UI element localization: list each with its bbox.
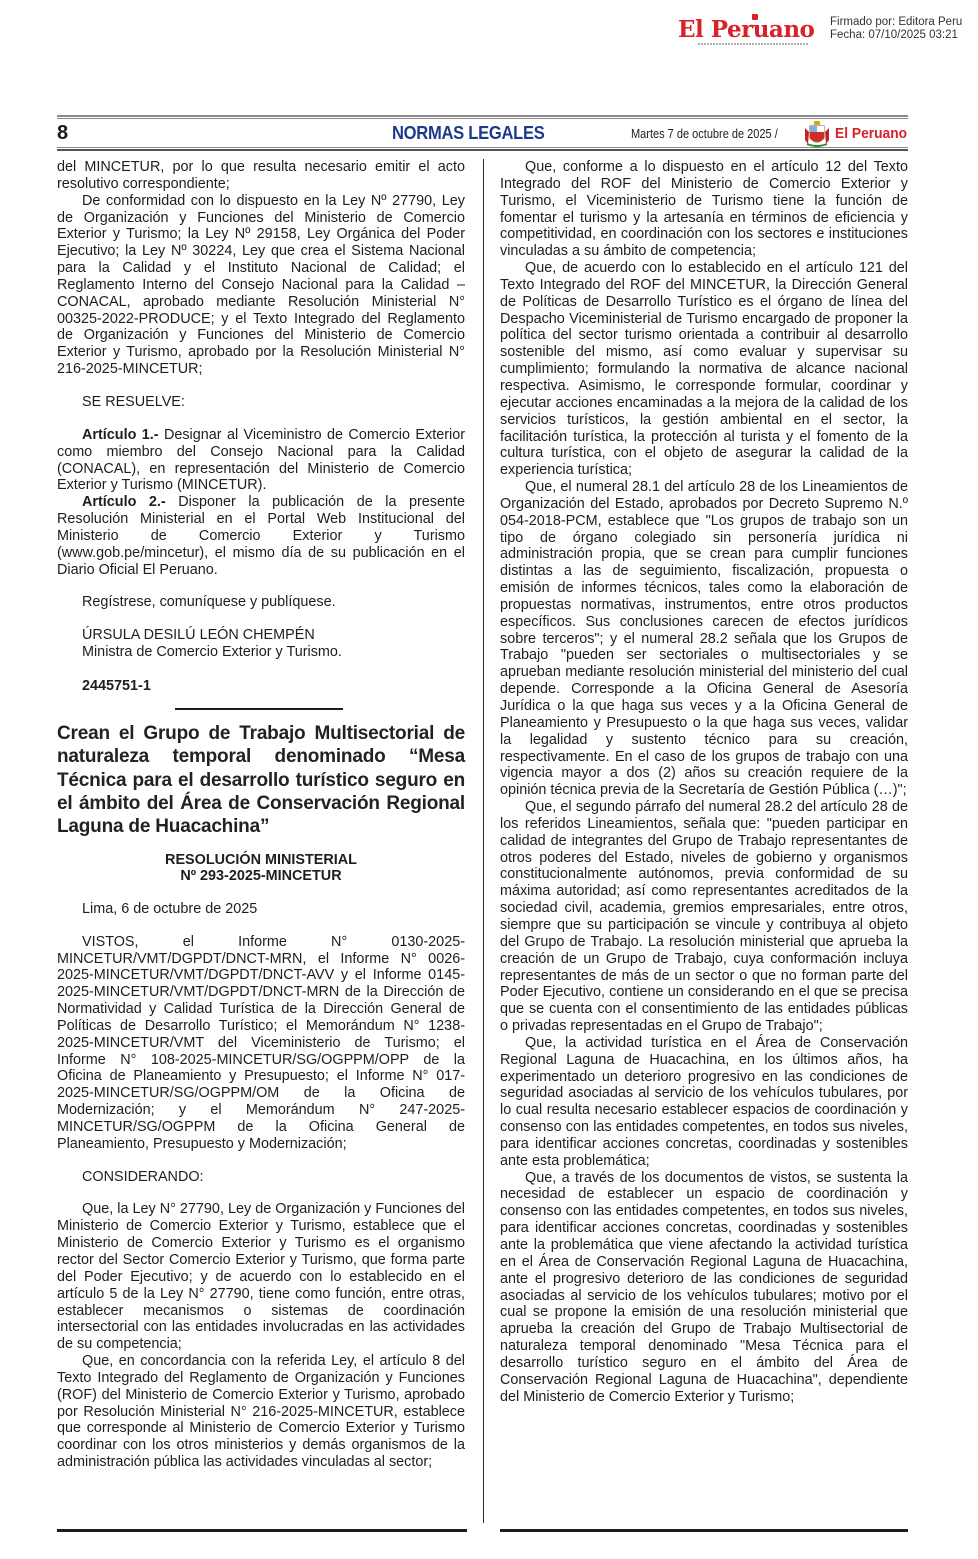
paragraph: Que, el numeral 28.1 del artículo 28 de los Lineamientos de Organización del Estado, aprobados por Decreto Supremo N.º 054-2018-PCM, establece que "Los grupos de trabajo son un tipo de órgano colegiado sin personería jurídica ni administración propia, que se crean para cumplir funciones distintas a las de seguimiento, fiscalización, propuesta o emisión de informes técnicos, tales como la elaboración de propuestas normativas, instrumentos, entre otros productos específicos. Sus conclusiones carecen de efectos jurídicos sobre terceros"; y el numeral 28.2 señala que los Grupos de Trabajo "pueden ser sectoriales o multisectoriales y se aprueban mediante resolución ministerial del ministerio del cual depende. Corresponde a la Oficina General de Asesoría Jurídica o la que haga sus veces y a la Oficina General de Planeamiento y Presupuesto o la que haga sus veces, validar la legalidad y sustento técnico para su creación, respectivamente. En el caso de los grupos de trabajo con una vigencia mayor a dos (2) años su creación requiere de la opinión técnica previa de la Secretaría de Gestión Pública (…)"; xyxy=(500,479,908,799)
article-2 xyxy=(57,494,465,578)
column-divider xyxy=(483,159,484,1523)
paragraph: De conformidad con lo dispuesto en la Ley Nº 27790, Ley de Organización y Funciones del Ministerio de Comercio Exterior y Turismo; la Ley Nº 29158, Ley Orgánica del Poder Ejecutivo; la Ley Nº 30224, Ley que crea el Sistema Nacional para la Calidad y el Instituto Nacional de Calidad; el Reglamento Interno del Consejo Nacional para la Calidad – CONACAL, aprobado mediante Resolución Ministerial N° 00325-2022-PRODUCE; y el Texto Integrado del Reglamento de Organización y Funciones del Ministerio de Comercio Exterior y Turismo, aprobado por la Resolución Ministerial N° 216-2025-MINCETUR; xyxy=(57,192,465,378)
paragraph: del MINCETUR, por lo que resulta necesario emitir el acto resolutivo correspondiente; xyxy=(57,159,465,192)
closing-formula: Regístrese, comuníquese y publíquese. xyxy=(82,594,336,611)
logo-text: El Peruano xyxy=(678,16,815,43)
header-brand: El Peruano xyxy=(835,125,908,142)
resolution-number: Nº 293-2025-MINCETUR xyxy=(180,868,342,885)
paragraph: Que, en concordancia con la referida Ley, el artículo 8 del Texto Integrado del Reglamento de Organización y Funciones (ROF) del Ministerio de Comercio Exterior y Turismo, aprobado por Resolución Ministerial N° 216-2025-MINCETUR, establece que corresponde al Ministerio de Comercio Exterior y Turismo coordinar con los otros ministerios y demás organismos de la administración pública las actividades vinculadas al sector; xyxy=(57,1353,465,1471)
el-peruano-logo xyxy=(678,16,820,46)
logo-tagline xyxy=(698,43,808,45)
article-1 xyxy=(57,427,465,494)
resolution-title xyxy=(57,852,465,885)
article-2-label: Artículo 2.- xyxy=(82,494,166,511)
header-rule-bottom xyxy=(57,147,908,151)
considerando-heading: CONSIDERANDO: xyxy=(82,1168,204,1185)
place-date: Lima, 6 de octubre de 2025 xyxy=(82,900,258,917)
paragraph: Que, de acuerdo con lo establecido en el artículo 121 del Texto Integrado del ROF del MINCETUR, la Dirección General de Políticas de Desarrollo Turístico es el órgano de línea del Despacho Viceministerial de Turismo encargado de proponer la política del sector turismo orientada a contribuir al desarrollo sostenible del mismo, así como evaluar y supervisar su cumplimiento; formulando la normativa de alcance nacional respectiva. Asimismo, le corresponde formular, coordinar y ejecutar acciones encaminadas a la mejora de la calidad de los servicios turísticos, la gestión ambiental en el sector, la facilitación turística, la protección al turista y el fomento de la cultura turística, con el objeto de asegurar la calidad de la experiencia turística; xyxy=(500,260,908,479)
footer-rule-right xyxy=(500,1529,908,1532)
article-2-text: Disponer la publicación de la presente Resolución Ministerial en el Portal Web Institucional del Ministerio de Comercio Exterior y Turismo (www.gob.pe/mincetur), el mismo día de su publicación en el Diario Oficial El Peruano. xyxy=(57,494,465,578)
signer-title: Ministra de Comercio Exterior y Turismo. xyxy=(82,644,342,661)
header-rule-top xyxy=(57,115,908,119)
article-1-text: Designar al Viceministro de Comercio Exterior como miembro del Consejo Nacional para la Calidad (CONACAL), en representación del Ministerio de Comercio Exterior y Turismo (MINCETUR). xyxy=(57,426,465,494)
paragraph: Que, a través de los documentos de vistos, se sustenta la necesidad de establecer un espacio de coordinación y consenso con las entidades competentes, en todos sus niveles, para identificar acciones concretas, coordinadas y sostenibles ante la problemática que viene afectando la actividad turística en el Área de Conservación Regional Laguna de Huacachina, ante el progresivo deterioro de las condiciones de seguridad asociadas al servicio de los vehículos tubulares; motivo por el cual se propone la emisión de una resolución ministerial que aprueba la creación del Grupo de Trabajo Multisectorial de naturaleza temporal denominado "Mesa Técnica para el desarrollo turístico seguro en el ámbito del Área de Conservación Regional Laguna de Huacachina", dependiente del Ministerio de Comercio Exterior y Turismo; xyxy=(500,1169,908,1405)
signature-date: Fecha: 07/10/2025 03:21 xyxy=(830,29,958,41)
paragraph: Que, conforme a lo dispuesto en el artículo 12 del Texto Integrado del ROF del Ministerio de Comercio Exterior y Turismo, el Viceministerio de Turismo tiene la función de fomentar el turismo y la artesanía en términos de eficiencia y competitividad, en coordinación con los sectores e instituciones vinculadas a su ámbito de competencia; xyxy=(500,159,908,260)
paragraph: Que, el segundo párrafo del numeral 28.2 del artículo 28 de los referidos Lineamientos, señala que: "pueden participar en calidad de integrantes del Grupo de Trabajo representantes de otros poderes del Estado, niveles de gobierno y organismos constitucionalmente autónomos, previa conformidad de su máxima autoridad; así como representantes acreditados de la sociedad civil, academia, gremios empresariales, entre otros, siempre que su participación se vincule y contribuya al objeto del Grupo de Trabajo. La resolución ministerial que aprueba la creación de un Grupo de Trabajo, cuya conformación incluya representantes de más de un sector o que no forman parte del Poder Ejecutivo, contiene un considerando en el que se precisa que se cuenta con el consentimiento de las entidades públicas o privadas representadas en el Grupo de Trabajo"; xyxy=(500,799,908,1035)
signature-info xyxy=(830,16,962,42)
digital-signature-stamp xyxy=(678,16,962,46)
signer-name: ÚRSULA DESILÚ LEÓN CHEMPÉN xyxy=(82,627,315,644)
paragraph: Que, la Ley N° 27790, Ley de Organización y Funciones del Ministerio de Comercio Exterior y Turismo, establece que el Ministerio de Comercio Exterior y Turismo es el organismo rector del Sector Comercio Exterior y Turismo, que forma parte del Poder Ejecutivo; y de acuerdo con lo establecido en el artículo 5 de la Ley N° 27790, tiene como función, entre otras, establecer mecanismos o sistemas de coordinación intersectorial con las entidades involucradas en las actividades de su competencia; xyxy=(57,1201,465,1353)
article-1-label: Artículo 1.- xyxy=(82,426,159,443)
coat-of-arms-icon xyxy=(804,120,830,148)
signed-by: Firmado por: Editora Peru xyxy=(830,16,963,28)
page-number: 8 xyxy=(57,122,69,144)
document-id: 2445751-1 xyxy=(82,677,151,694)
separator-line xyxy=(175,708,343,710)
section-title: NORMAS LEGALES xyxy=(392,123,545,143)
article-headline: Crean el Grupo de Trabajo Multisectorial de naturaleza temporal denominado “Mesa Técnica para el desarrollo turístico seguro en el ámbito del Área de Conservación Regional Laguna de Huacachina” xyxy=(57,722,465,838)
se-resuelve-heading: SE RESUELVE: xyxy=(82,393,185,410)
footer-rule-left xyxy=(57,1529,467,1532)
right-column xyxy=(500,159,908,1405)
resolution-type: RESOLUCIÓN MINISTERIAL xyxy=(165,851,357,868)
vistos-paragraph: VISTOS, el Informe N° 0130-2025-MINCETUR/VMT/DGPDT/DNCT-MRN, el Informe N° 0026-2025-MINCETUR/VMT/DGPDT/DNCT-AVV y el Informe 0145-2025-MINCETUR/VMT/DGPDT/DNCT-MRN de la Dirección de Normatividad y Calidad Turística de la Dirección General de Políticas de Desarrollo Turístico; el Memorándum N° 1238-2025-MINCETUR/VMT del Viceministerio de Turismo; el Informe N° 108-2025-MINCETUR/SG/OGPPM/OPP de la Oficina de Planeamiento y Presupuesto; el Informe N° 017-2025-MINCETUR/SG/OGPPM/OM de la Oficina de Modernización; y el Memorándum N° 247-2025-MINCETUR/SG/OGPPM de la Oficina General de Planeamiento, Presupuesto y Modernización; xyxy=(57,933,465,1152)
paragraph: Que, la actividad turística en el Área de Conservación Regional Laguna de Huacachina, en los últimos años, ha experimentado un deterioro progresivo en las condiciones de seguridad asociadas al servicio de los vehículos tubulares, por lo cual resulta necesario establecer espacios de coordinación y consenso con las entidades competentes, en todos sus niveles, para identificar acciones concretas, coordinadas y sostenibles ante esta problemática; xyxy=(500,1034,908,1169)
header-date: Martes 7 de octubre de 2025 / xyxy=(631,127,778,141)
left-column xyxy=(57,159,465,1471)
